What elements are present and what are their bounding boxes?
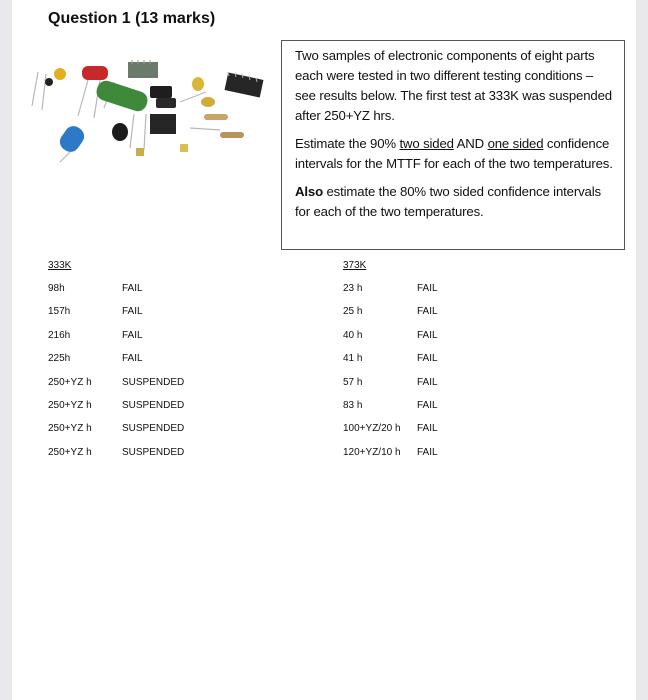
table-373k-status-4: FAIL xyxy=(417,353,438,365)
table-333k-time-8: 250+YZ h xyxy=(48,446,92,458)
table-373k-time-8: 120+YZ/10 h xyxy=(343,446,401,458)
table-373k-time-5: 57 h xyxy=(343,376,363,388)
table-373k-time-6: 83 h xyxy=(343,400,363,411)
table-333k-status-3: FAIL xyxy=(122,329,143,341)
table-373k-time-4: 41 h xyxy=(343,353,363,365)
table-373k-status-3: FAIL xyxy=(417,329,438,341)
table-333k-time-2: 157h xyxy=(48,306,71,318)
table-333k-status-2: FAIL xyxy=(122,306,143,318)
table-333k-time-5: 250+YZ h xyxy=(48,376,92,388)
table-373k-status-6: FAIL xyxy=(417,400,438,411)
description-paragraph-1: Two samples of electronic components of eight parts each were tested in two different testing conditions – see results below. The first test at 333K was suspended after 250+YZ hrs. xyxy=(295,48,612,123)
table-333k-time-4: 225h xyxy=(48,353,71,365)
description-paragraph-3 xyxy=(295,182,616,222)
table-333k-time-1: 98h xyxy=(48,283,65,294)
description-paragraph-2 xyxy=(295,134,616,174)
table-333k-status-6: SUSPENDED xyxy=(122,400,185,411)
table-373k-status-1: FAIL xyxy=(417,283,438,294)
table-333k-status-4: FAIL xyxy=(122,353,143,365)
p3-bold: Also xyxy=(295,184,323,199)
table-333k-status-1: FAIL xyxy=(122,283,143,294)
p3-rest: estimate the 80% two sided confidence intervals for each of the two temperatures. xyxy=(295,184,601,219)
table-373k-time-3: 40 h xyxy=(343,329,363,341)
question-description-box xyxy=(281,40,625,250)
table-333k-time-3: 216h xyxy=(48,329,71,341)
p2-two-sided: two sided xyxy=(399,136,454,151)
question-title: Question 1 (13 marks) xyxy=(48,10,216,27)
table-333k-time-6: 250+YZ h xyxy=(48,400,92,411)
p2-one-sided: one sided xyxy=(487,136,544,151)
components-illustration-icon xyxy=(32,60,263,162)
table-373k-time-1: 23 h xyxy=(343,283,363,294)
p2-and: AND xyxy=(453,136,488,151)
p2-prefix: Estimate the 90% xyxy=(295,136,400,151)
document-page xyxy=(12,0,636,700)
table-333k-time-7: 250+YZ h xyxy=(48,423,92,435)
table-333k-status-8: SUSPENDED xyxy=(122,446,185,458)
electronic-components-image xyxy=(30,52,268,164)
table-333k-status-5: SUSPENDED xyxy=(122,376,185,388)
table-333k-status-7: SUSPENDED xyxy=(122,423,185,435)
table-373k-status-8: FAIL xyxy=(417,446,438,458)
table-333k-header: 333K xyxy=(48,260,72,271)
table-373k-header: 373K xyxy=(343,260,367,271)
table-373k-time-2: 25 h xyxy=(343,306,363,318)
table-373k-status-5: FAIL xyxy=(417,376,438,388)
table-373k-status-2: FAIL xyxy=(417,306,438,318)
p2-suffix: confidence intervals for the MTTF for each of the two temperatures. xyxy=(295,136,613,171)
table-373k-time-7: 100+YZ/20 h xyxy=(343,423,401,435)
table-373k-status-7: FAIL xyxy=(417,423,438,435)
